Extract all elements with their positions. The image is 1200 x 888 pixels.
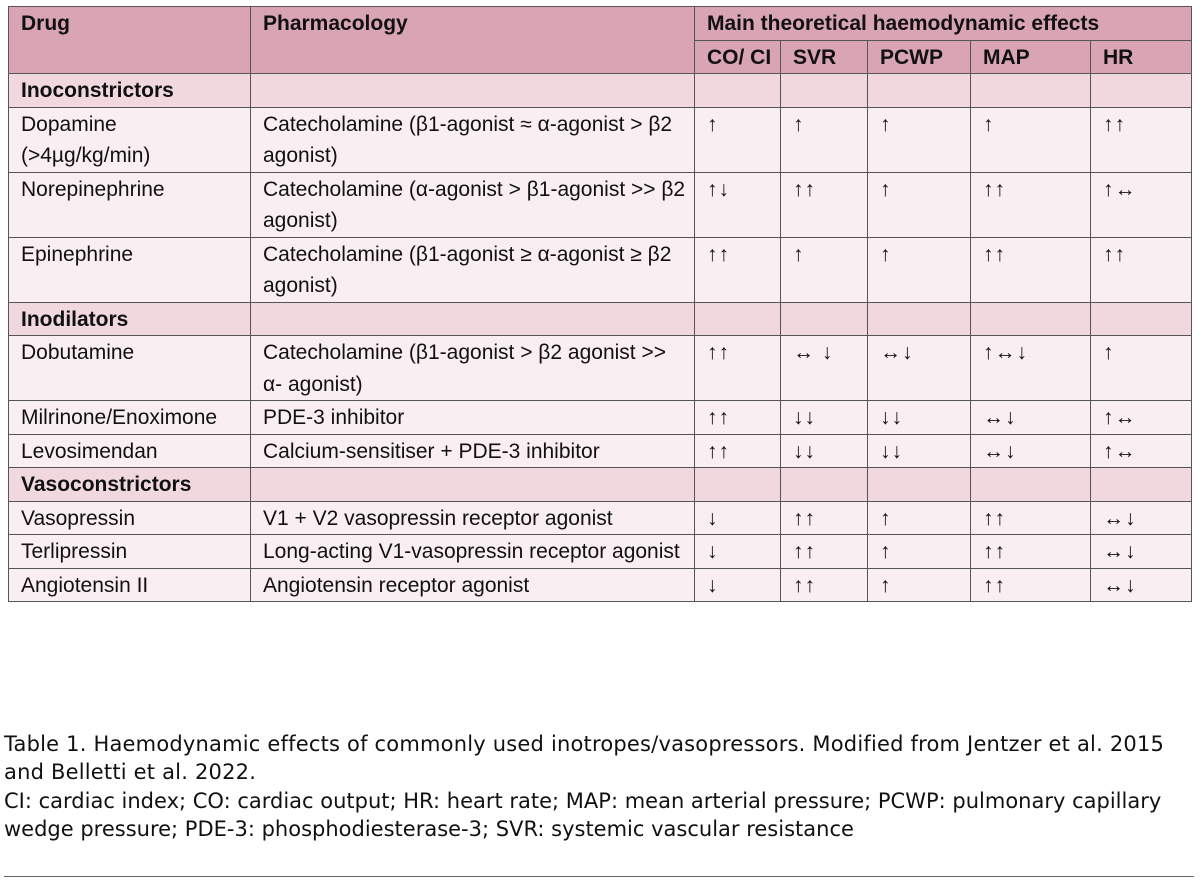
caption-abbreviations: CI: cardiac index; CO: cardiac output; HR: heart rate; MAP: mean arterial pressure; PCWP: pulmonary capillary wedge pressure; PDE-3: phosphodiesterase-3; SVR: systemic vascular resistance xyxy=(4,788,1162,842)
drug-name: Vasopressin xyxy=(9,501,251,535)
effect-pcwp: ↑ xyxy=(868,107,971,172)
section-row xyxy=(9,74,1192,108)
pharmacology-cell: PDE-3 inhibitor xyxy=(251,401,695,435)
empty-cell xyxy=(695,468,781,502)
section-label: Inodilators xyxy=(9,302,251,336)
drug-name: Levosimendan xyxy=(9,434,251,468)
effect-hr: ↔↓ xyxy=(1091,568,1192,602)
effect-svr: ↑ xyxy=(781,107,868,172)
empty-cell xyxy=(781,74,868,108)
drug-name: Norepinephrine xyxy=(9,172,251,237)
empty-cell xyxy=(971,74,1091,108)
effect-svr: ↑↑ xyxy=(781,535,868,569)
effect-co-ci: ↑ xyxy=(695,107,781,172)
empty-cell xyxy=(695,74,781,108)
pharmacology-cell: V1 + V2 vasopressin receptor agonist xyxy=(251,501,695,535)
effect-map: ↑↑ xyxy=(971,501,1091,535)
drug-name: Terlipressin xyxy=(9,535,251,569)
pharmacology-cell: Long-acting V1-vasopressin receptor agonist xyxy=(251,535,695,569)
effect-map: ↑ xyxy=(971,107,1091,172)
effect-hr: ↑ xyxy=(1091,336,1192,401)
effect-map: ↔↓ xyxy=(971,401,1091,435)
header-co-ci: CO/ CI xyxy=(695,40,781,74)
effect-hr: ↑↔ xyxy=(1091,401,1192,435)
effect-pcwp: ↑ xyxy=(868,172,971,237)
effect-map: ↑↑ xyxy=(971,568,1091,602)
table-row xyxy=(9,107,1192,172)
effect-map: ↑↑ xyxy=(971,237,1091,302)
empty-cell xyxy=(1091,74,1192,108)
empty-cell xyxy=(695,302,781,336)
effect-svr: ↑↑ xyxy=(781,501,868,535)
pharmacology-cell: Catecholamine (β1-agonist ≈ α-agonist > β2 agonist) xyxy=(251,107,695,172)
table-row xyxy=(9,568,1192,602)
effect-map: ↑↔↓ xyxy=(971,336,1091,401)
empty-cell xyxy=(251,468,695,502)
effect-pcwp: ↔↓ xyxy=(868,336,971,401)
pharmacology-cell: Calcium-sensitiser + PDE-3 inhibitor xyxy=(251,434,695,468)
effect-svr: ↔ ↓ xyxy=(781,336,868,401)
header-effects-group: Main theoretical haemodynamic effects xyxy=(695,7,1192,41)
header-drug: Drug xyxy=(9,7,251,74)
empty-cell xyxy=(1091,468,1192,502)
section-row xyxy=(9,302,1192,336)
section-label: Inoconstrictors xyxy=(9,74,251,108)
pharmacology-cell: Catecholamine (β1-agonist ≥ α-agonist ≥ β2 agonist) xyxy=(251,237,695,302)
effect-svr: ↑ xyxy=(781,237,868,302)
caption-divider xyxy=(4,876,1194,877)
pharmacology-cell: Angiotensin receptor agonist xyxy=(251,568,695,602)
effect-hr: ↔↓ xyxy=(1091,535,1192,569)
effect-hr: ↔↓ xyxy=(1091,501,1192,535)
effect-svr: ↑↑ xyxy=(781,172,868,237)
haemodynamic-effects-table xyxy=(8,6,1192,602)
empty-cell xyxy=(251,74,695,108)
table-row xyxy=(9,336,1192,401)
effect-co-ci: ↑↑ xyxy=(695,237,781,302)
effect-co-ci: ↓ xyxy=(695,501,781,535)
effect-map: ↑↑ xyxy=(971,535,1091,569)
effect-hr: ↑↔ xyxy=(1091,434,1192,468)
header-pcwp: PCWP xyxy=(868,40,971,74)
header-hr: HR xyxy=(1091,40,1192,74)
section-row xyxy=(9,468,1192,502)
table-row xyxy=(9,401,1192,435)
header-pharmacology: Pharmacology xyxy=(251,7,695,74)
empty-cell xyxy=(971,468,1091,502)
effect-pcwp: ↑ xyxy=(868,568,971,602)
drug-name: Epinephrine xyxy=(9,237,251,302)
empty-cell xyxy=(781,302,868,336)
drug-name: Milrinone/Enoximone xyxy=(9,401,251,435)
pharmacology-cell: Catecholamine (α-agonist > β1-agonist >> β2 agonist) xyxy=(251,172,695,237)
drug-name: Dobutamine xyxy=(9,336,251,401)
effect-pcwp: ↓↓ xyxy=(868,434,971,468)
effect-pcwp: ↑ xyxy=(868,237,971,302)
effect-hr: ↑↑ xyxy=(1091,107,1192,172)
pharmacology-cell: Catecholamine (β1-agonist > β2 agonist >> α- agonist) xyxy=(251,336,695,401)
empty-cell xyxy=(1091,302,1192,336)
effect-pcwp: ↓↓ xyxy=(868,401,971,435)
effect-svr: ↓↓ xyxy=(781,434,868,468)
effect-co-ci: ↓ xyxy=(695,535,781,569)
section-label: Vasoconstrictors xyxy=(9,468,251,502)
effect-pcwp: ↑ xyxy=(868,535,971,569)
table-caption xyxy=(4,730,1194,843)
empty-cell xyxy=(971,302,1091,336)
effect-svr: ↓↓ xyxy=(781,401,868,435)
caption-title: Table 1. Haemodynamic effects of commonly used inotropes/vasopressors. Modified from Jentzer et al. 2015 and Belletti et al. 2022. xyxy=(4,732,1165,785)
effect-hr: ↑↔ xyxy=(1091,172,1192,237)
effect-svr: ↑↑ xyxy=(781,568,868,602)
empty-cell xyxy=(868,468,971,502)
empty-cell xyxy=(781,468,868,502)
header-svr: SVR xyxy=(781,40,868,74)
effect-co-ci: ↑↑ xyxy=(695,434,781,468)
table-row xyxy=(9,237,1192,302)
drug-name: Angiotensin II xyxy=(9,568,251,602)
empty-cell xyxy=(868,302,971,336)
table-body xyxy=(9,74,1192,602)
header-map: MAP xyxy=(971,40,1091,74)
table-row xyxy=(9,172,1192,237)
drug-name: Dopamine (>4µg/kg/min) xyxy=(9,107,251,172)
effect-map: ↔↓ xyxy=(971,434,1091,468)
table-row xyxy=(9,501,1192,535)
table-row xyxy=(9,434,1192,468)
effect-co-ci: ↑↑ xyxy=(695,401,781,435)
effect-co-ci: ↑↓ xyxy=(695,172,781,237)
effect-co-ci: ↑↑ xyxy=(695,336,781,401)
table-row xyxy=(9,535,1192,569)
effect-map: ↑↑ xyxy=(971,172,1091,237)
effect-co-ci: ↓ xyxy=(695,568,781,602)
empty-cell xyxy=(251,302,695,336)
effect-hr: ↑↑ xyxy=(1091,237,1192,302)
empty-cell xyxy=(868,74,971,108)
effect-pcwp: ↑ xyxy=(868,501,971,535)
